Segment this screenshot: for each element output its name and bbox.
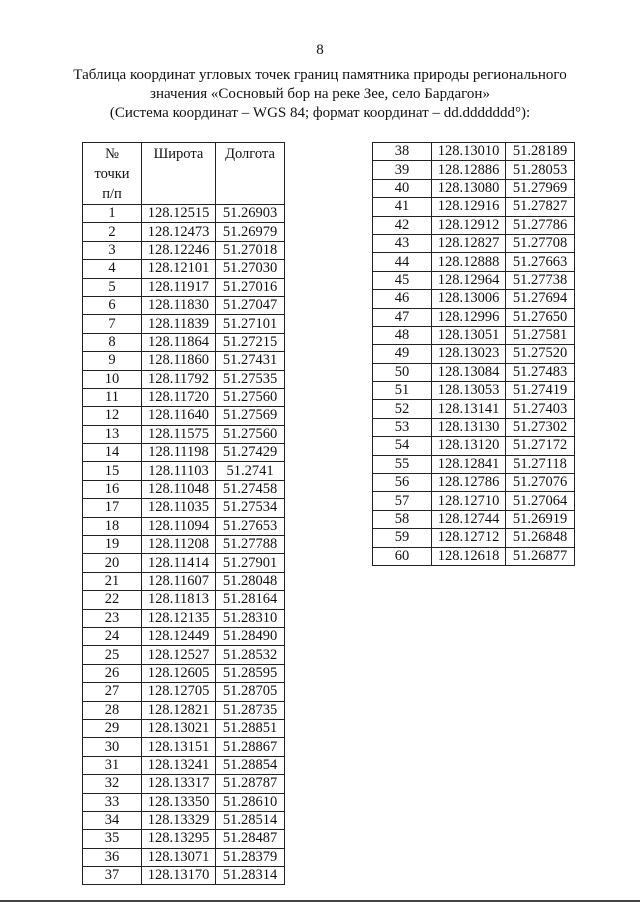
coordinates-table-left <box>82 142 285 885</box>
cell-longitude: 51.27431 <box>216 352 285 370</box>
cell-point-number: 17 <box>83 499 142 517</box>
cell-latitude: 128.12786 <box>432 474 506 492</box>
cell-longitude: 51.28379 <box>216 848 285 866</box>
table-row <box>83 738 285 756</box>
table-row <box>83 609 285 627</box>
cell-longitude: 51.27403 <box>506 400 575 418</box>
cell-point-number: 12 <box>83 407 142 425</box>
cell-point-number: 50 <box>373 363 432 381</box>
cell-longitude: 51.28595 <box>216 664 285 682</box>
header-point-number <box>83 143 142 205</box>
cell-point-number: 16 <box>83 480 142 498</box>
cell-point-number: 47 <box>373 308 432 326</box>
cell-longitude: 51.28189 <box>506 143 575 161</box>
cell-latitude: 128.12473 <box>142 223 216 241</box>
cell-latitude: 128.13329 <box>142 811 216 829</box>
cell-point-number: 59 <box>373 529 432 547</box>
cell-latitude: 128.12827 <box>432 234 506 252</box>
table-row <box>83 867 285 885</box>
cell-point-number: 42 <box>373 216 432 234</box>
cell-longitude: 51.26979 <box>216 223 285 241</box>
cell-point-number: 26 <box>83 664 142 682</box>
cell-latitude: 128.12996 <box>432 308 506 326</box>
table-row <box>83 499 285 517</box>
table-row <box>83 830 285 848</box>
table-row <box>373 547 575 565</box>
cell-latitude: 128.13241 <box>142 756 216 774</box>
cell-point-number: 19 <box>83 536 142 554</box>
cell-point-number: 8 <box>83 333 142 351</box>
table-row <box>83 223 285 241</box>
cell-longitude: 51.27788 <box>216 536 285 554</box>
cell-latitude: 128.13023 <box>432 345 506 363</box>
cell-latitude: 128.12744 <box>432 510 506 528</box>
cell-point-number: 9 <box>83 352 142 370</box>
cell-latitude: 128.12916 <box>432 198 506 216</box>
cell-latitude: 128.11864 <box>142 333 216 351</box>
page-number: 8 <box>316 42 324 58</box>
table-body-right <box>373 143 575 566</box>
cell-point-number: 23 <box>83 609 142 627</box>
title-line-2: значения «Сосновый бор на реке Зее, село Бардагон» <box>150 86 490 102</box>
cell-latitude: 128.13010 <box>432 143 506 161</box>
table-row <box>373 161 575 179</box>
cell-longitude: 51.28487 <box>216 830 285 848</box>
cell-latitude: 128.11035 <box>142 499 216 517</box>
cell-point-number: 41 <box>373 198 432 216</box>
table-row <box>83 333 285 351</box>
document-title <box>30 66 610 123</box>
cell-point-number: 57 <box>373 492 432 510</box>
cell-longitude: 51.27663 <box>506 253 575 271</box>
cell-point-number: 38 <box>373 143 432 161</box>
table-row <box>83 388 285 406</box>
header-num-line-2: точки <box>94 166 130 182</box>
cell-latitude: 128.13120 <box>432 437 506 455</box>
cell-longitude: 51.26903 <box>216 205 285 223</box>
cell-longitude: 51.27969 <box>506 179 575 197</box>
cell-longitude: 51.28532 <box>216 646 285 664</box>
table-row <box>373 492 575 510</box>
cell-longitude: 51.28851 <box>216 719 285 737</box>
table-row <box>373 474 575 492</box>
cell-latitude: 128.11839 <box>142 315 216 333</box>
table-row <box>83 480 285 498</box>
cell-longitude: 51.28514 <box>216 811 285 829</box>
cell-point-number: 51 <box>373 382 432 400</box>
cell-latitude: 128.12888 <box>432 253 506 271</box>
cell-latitude: 128.12101 <box>142 260 216 278</box>
cell-longitude: 51.27047 <box>216 296 285 314</box>
cell-latitude: 128.11640 <box>142 407 216 425</box>
cell-latitude: 128.12527 <box>142 646 216 664</box>
cell-longitude: 51.27560 <box>216 425 285 443</box>
cell-latitude: 128.12712 <box>432 529 506 547</box>
table-row <box>83 646 285 664</box>
cell-latitude: 128.13051 <box>432 326 506 344</box>
cell-latitude: 128.11917 <box>142 278 216 296</box>
table-row <box>373 455 575 473</box>
cell-latitude: 128.13295 <box>142 830 216 848</box>
table-row <box>373 290 575 308</box>
table-body-left <box>83 205 285 885</box>
title-line-1: Таблица координат угловых точек границ памятника природы регионального <box>73 67 567 83</box>
table-row <box>83 407 285 425</box>
cell-point-number: 20 <box>83 554 142 572</box>
cell-latitude: 128.11607 <box>142 572 216 590</box>
cell-longitude: 51.27901 <box>216 554 285 572</box>
cell-longitude: 51.27650 <box>506 308 575 326</box>
cell-longitude: 51.27569 <box>216 407 285 425</box>
cell-latitude: 128.11813 <box>142 591 216 609</box>
cell-point-number: 44 <box>373 253 432 271</box>
cell-point-number: 52 <box>373 400 432 418</box>
cell-latitude: 128.12135 <box>142 609 216 627</box>
cell-longitude: 51.27101 <box>216 315 285 333</box>
cell-longitude: 51.27483 <box>506 363 575 381</box>
table-row <box>83 683 285 701</box>
cell-point-number: 3 <box>83 241 142 259</box>
table-row <box>83 664 285 682</box>
cell-point-number: 13 <box>83 425 142 443</box>
cell-longitude: 51.27018 <box>216 241 285 259</box>
cell-point-number: 30 <box>83 738 142 756</box>
cell-latitude: 128.12841 <box>432 455 506 473</box>
cell-longitude: 51.27694 <box>506 290 575 308</box>
header-num-line-3: п/п <box>102 186 122 202</box>
cell-latitude: 128.12705 <box>142 683 216 701</box>
table-row <box>83 370 285 388</box>
cell-point-number: 58 <box>373 510 432 528</box>
cell-point-number: 31 <box>83 756 142 774</box>
cell-longitude: 51.27653 <box>216 517 285 535</box>
cell-latitude: 128.12515 <box>142 205 216 223</box>
table-row <box>373 363 575 381</box>
table-row <box>83 241 285 259</box>
cell-longitude: 51.2741 <box>216 462 285 480</box>
table-row <box>373 216 575 234</box>
table-row <box>83 756 285 774</box>
cell-longitude: 51.28314 <box>216 867 285 885</box>
cell-longitude: 51.27581 <box>506 326 575 344</box>
cell-longitude: 51.27064 <box>506 492 575 510</box>
cell-latitude: 128.13151 <box>142 738 216 756</box>
cell-point-number: 48 <box>373 326 432 344</box>
cell-longitude: 51.27215 <box>216 333 285 351</box>
cell-longitude: 51.27172 <box>506 437 575 455</box>
cell-latitude: 128.13006 <box>432 290 506 308</box>
cell-latitude: 128.12886 <box>432 161 506 179</box>
cell-latitude: 128.13130 <box>432 418 506 436</box>
cell-point-number: 34 <box>83 811 142 829</box>
cell-point-number: 53 <box>373 418 432 436</box>
table-row <box>83 536 285 554</box>
table-row <box>83 425 285 443</box>
table-row <box>83 554 285 572</box>
table-row <box>83 205 285 223</box>
cell-latitude: 128.13141 <box>432 400 506 418</box>
cell-longitude: 51.27030 <box>216 260 285 278</box>
cell-latitude: 128.13021 <box>142 719 216 737</box>
cell-latitude: 128.13350 <box>142 793 216 811</box>
cell-longitude: 51.27302 <box>506 418 575 436</box>
table-row <box>373 437 575 455</box>
cell-point-number: 28 <box>83 701 142 719</box>
cell-latitude: 128.12710 <box>432 492 506 510</box>
cell-point-number: 35 <box>83 830 142 848</box>
cell-point-number: 40 <box>373 179 432 197</box>
cell-latitude: 128.13053 <box>432 382 506 400</box>
cell-point-number: 18 <box>83 517 142 535</box>
cell-longitude: 51.27827 <box>506 198 575 216</box>
table-row <box>373 253 575 271</box>
cell-longitude: 51.27520 <box>506 345 575 363</box>
cell-point-number: 32 <box>83 775 142 793</box>
table-row <box>373 418 575 436</box>
table-row <box>83 627 285 645</box>
table-row <box>373 198 575 216</box>
cell-longitude: 51.27016 <box>216 278 285 296</box>
cell-point-number: 1 <box>83 205 142 223</box>
table-row <box>83 811 285 829</box>
cell-longitude: 51.27560 <box>216 388 285 406</box>
cell-point-number: 5 <box>83 278 142 296</box>
table-row <box>83 793 285 811</box>
page-bottom-border <box>0 900 640 902</box>
cell-point-number: 14 <box>83 444 142 462</box>
cell-latitude: 128.11792 <box>142 370 216 388</box>
cell-longitude: 51.27708 <box>506 234 575 252</box>
table-row <box>83 572 285 590</box>
table-row <box>373 510 575 528</box>
title-line-3: (Система координат – WGS 84; формат координат – dd.ddddddd°): <box>109 105 531 121</box>
cell-point-number: 46 <box>373 290 432 308</box>
cell-longitude: 51.27458 <box>216 480 285 498</box>
cell-point-number: 24 <box>83 627 142 645</box>
cell-latitude: 128.11048 <box>142 480 216 498</box>
table-row <box>83 278 285 296</box>
cell-point-number: 60 <box>373 547 432 565</box>
cell-point-number: 36 <box>83 848 142 866</box>
cell-point-number: 21 <box>83 572 142 590</box>
cell-latitude: 128.11830 <box>142 296 216 314</box>
cell-latitude: 128.13080 <box>432 179 506 197</box>
cell-latitude: 128.13317 <box>142 775 216 793</box>
cell-latitude: 128.12449 <box>142 627 216 645</box>
cell-latitude: 128.11860 <box>142 352 216 370</box>
cell-point-number: 6 <box>83 296 142 314</box>
header-latitude: Широта <box>142 143 216 205</box>
cell-latitude: 128.11198 <box>142 444 216 462</box>
table-row <box>83 296 285 314</box>
table-row <box>373 143 575 161</box>
cell-point-number: 27 <box>83 683 142 701</box>
coordinates-table-right <box>372 142 575 566</box>
cell-latitude: 128.11208 <box>142 536 216 554</box>
cell-longitude: 51.28787 <box>216 775 285 793</box>
table-row <box>83 591 285 609</box>
cell-point-number: 49 <box>373 345 432 363</box>
cell-longitude: 51.27118 <box>506 455 575 473</box>
cell-longitude: 51.27419 <box>506 382 575 400</box>
cell-latitude: 128.11414 <box>142 554 216 572</box>
table-row <box>83 260 285 278</box>
table-row <box>373 179 575 197</box>
table-row <box>83 701 285 719</box>
cell-longitude: 51.27534 <box>216 499 285 517</box>
table-row <box>83 352 285 370</box>
table-row <box>373 382 575 400</box>
table-row <box>373 326 575 344</box>
cell-latitude: 128.12246 <box>142 241 216 259</box>
cell-longitude: 51.26877 <box>506 547 575 565</box>
cell-latitude: 128.13170 <box>142 867 216 885</box>
cell-longitude: 51.28854 <box>216 756 285 774</box>
cell-point-number: 2 <box>83 223 142 241</box>
table-row <box>83 848 285 866</box>
cell-point-number: 10 <box>83 370 142 388</box>
cell-point-number: 54 <box>373 437 432 455</box>
cell-latitude: 128.11103 <box>142 462 216 480</box>
cell-point-number: 43 <box>373 234 432 252</box>
cell-point-number: 25 <box>83 646 142 664</box>
cell-point-number: 7 <box>83 315 142 333</box>
cell-longitude: 51.28490 <box>216 627 285 645</box>
cell-point-number: 45 <box>373 271 432 289</box>
cell-longitude: 51.28610 <box>216 793 285 811</box>
cell-longitude: 51.27535 <box>216 370 285 388</box>
cell-longitude: 51.27786 <box>506 216 575 234</box>
table-row <box>373 345 575 363</box>
cell-latitude: 128.12912 <box>432 216 506 234</box>
table-row <box>83 517 285 535</box>
table-row <box>83 719 285 737</box>
table-row <box>83 462 285 480</box>
cell-latitude: 128.12821 <box>142 701 216 719</box>
cell-longitude: 51.28048 <box>216 572 285 590</box>
cell-point-number: 11 <box>83 388 142 406</box>
cell-latitude: 128.12605 <box>142 664 216 682</box>
cell-longitude: 51.28164 <box>216 591 285 609</box>
cell-longitude: 51.27429 <box>216 444 285 462</box>
table-row <box>373 308 575 326</box>
cell-longitude: 51.27076 <box>506 474 575 492</box>
cell-point-number: 37 <box>83 867 142 885</box>
header-num-line-1: № <box>105 146 119 162</box>
cell-latitude: 128.13084 <box>432 363 506 381</box>
cell-longitude: 51.28867 <box>216 738 285 756</box>
cell-latitude: 128.12964 <box>432 271 506 289</box>
table-row <box>373 271 575 289</box>
cell-latitude: 128.11575 <box>142 425 216 443</box>
cell-longitude: 51.28705 <box>216 683 285 701</box>
cell-point-number: 22 <box>83 591 142 609</box>
cell-longitude: 51.28735 <box>216 701 285 719</box>
cell-latitude: 128.11094 <box>142 517 216 535</box>
cell-longitude: 51.27738 <box>506 271 575 289</box>
cell-point-number: 29 <box>83 719 142 737</box>
cell-point-number: 15 <box>83 462 142 480</box>
cell-point-number: 4 <box>83 260 142 278</box>
cell-latitude: 128.13071 <box>142 848 216 866</box>
cell-longitude: 51.28053 <box>506 161 575 179</box>
cell-longitude: 51.26848 <box>506 529 575 547</box>
table-row <box>373 529 575 547</box>
cell-point-number: 39 <box>373 161 432 179</box>
cell-latitude: 128.12618 <box>432 547 506 565</box>
header-longitude: Долгота <box>216 143 285 205</box>
cell-longitude: 51.28310 <box>216 609 285 627</box>
table-row <box>373 234 575 252</box>
table-row <box>83 775 285 793</box>
cell-latitude: 128.11720 <box>142 388 216 406</box>
cell-longitude: 51.26919 <box>506 510 575 528</box>
table-row <box>83 315 285 333</box>
cell-point-number: 56 <box>373 474 432 492</box>
cell-point-number: 55 <box>373 455 432 473</box>
table-row <box>373 400 575 418</box>
table-row <box>83 444 285 462</box>
cell-point-number: 33 <box>83 793 142 811</box>
